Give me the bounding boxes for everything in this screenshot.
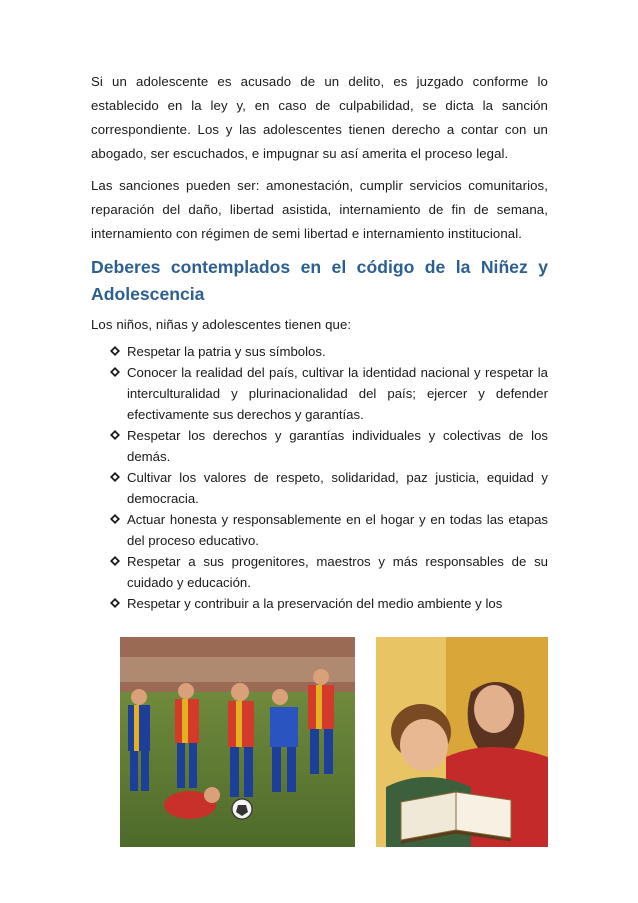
duties-list — [91, 341, 548, 614]
list-item — [91, 551, 548, 593]
duties-intro: Los niños, niñas y adolescentes tienen que: — [91, 317, 352, 332]
reading-photo — [376, 637, 548, 847]
duty-text: Respetar los derechos y garantías individuales y colectivas de los demás. — [127, 428, 548, 464]
duty-text: Actuar honesta y responsablemente en el hogar y en todas las etapas del proceso educativo. — [127, 512, 548, 548]
document-page — [91, 70, 548, 614]
list-item — [91, 341, 548, 362]
duty-text: Respetar la patria y sus símbolos. — [127, 344, 326, 359]
section-heading: Deberes contemplados en el código de la Niñez y Adolescencia — [91, 257, 548, 304]
diamond-bullet-icon — [110, 598, 120, 608]
paragraph-sanction-process: Si un adolescente es acusado de un delito, es juzgado conforme lo establecido en la ley y, en caso de culpabilidad, se dicta la sanción correspondiente. Los y las adolescentes tienen derecho a contar con un abogado, ser escuchados, e impugnar su así amerita el proceso legal. — [91, 74, 548, 161]
paragraph-sanction-types: Las sanciones pueden ser: amonestación, cumplir servicios comunitarios, reparación del daño, libertad asistida, internamiento de fin de semana, internamiento con régimen de semi libertad e internamiento institucional. — [91, 178, 548, 241]
list-item — [91, 467, 548, 509]
list-item — [91, 509, 548, 551]
diamond-bullet-icon — [110, 430, 120, 440]
diamond-bullet-icon — [110, 346, 120, 356]
diamond-bullet-icon — [110, 367, 120, 377]
photo-row — [120, 637, 548, 847]
diamond-bullet-icon — [110, 472, 120, 482]
diamond-bullet-icon — [110, 556, 120, 566]
duty-text: Respetar y contribuir a la preservación del medio ambiente y los — [127, 596, 503, 611]
diamond-bullet-icon — [110, 514, 120, 524]
duty-text: Respetar a sus progenitores, maestros y más responsables de su cuidado y educación. — [127, 554, 548, 590]
list-item — [91, 593, 548, 614]
duty-text: Cultivar los valores de respeto, solidaridad, paz justicia, equidad y democracia. — [127, 470, 548, 506]
soccer-photo — [120, 637, 355, 847]
list-item — [91, 362, 548, 425]
duty-text: Conocer la realidad del país, cultivar la identidad nacional y respetar la interculturalidad y plurinacionalidad del país; ejercer y defender efectivamente sus derechos y garantías. — [127, 365, 548, 422]
list-item — [91, 425, 548, 467]
